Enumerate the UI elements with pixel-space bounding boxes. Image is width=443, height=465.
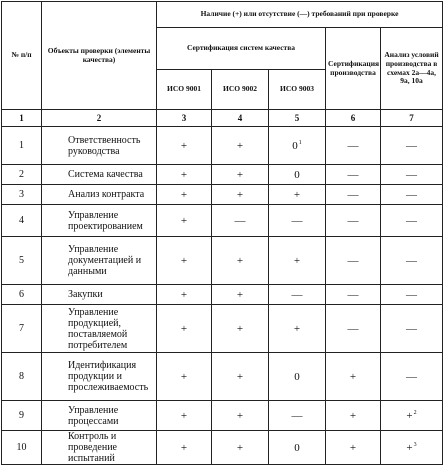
table-row bbox=[2, 305, 443, 353]
requirement-cell bbox=[212, 305, 269, 353]
requirement-mark: + bbox=[236, 370, 244, 383]
requirement-mark: + bbox=[236, 288, 244, 301]
requirement-cell bbox=[381, 237, 443, 285]
requirement-cell bbox=[381, 431, 443, 465]
row-object: Управление процессами bbox=[42, 401, 157, 431]
requirement-mark: — bbox=[406, 168, 418, 181]
footnote-mark: 1 bbox=[298, 139, 302, 146]
requirement-mark: — bbox=[406, 139, 418, 152]
requirement-mark: — bbox=[291, 409, 303, 422]
header-production-analysis: Анализ условий производства в схемах 2а—4а, 9а, 10а bbox=[381, 28, 443, 110]
requirement-cell bbox=[381, 285, 443, 305]
column-index: 5 bbox=[269, 110, 326, 127]
requirement-cell bbox=[326, 285, 381, 305]
requirement-mark: + bbox=[180, 370, 188, 383]
table-row bbox=[2, 237, 443, 285]
requirement-mark: + bbox=[180, 322, 188, 335]
requirement-mark: + bbox=[293, 322, 301, 335]
requirement-mark: + bbox=[180, 288, 188, 301]
requirement-mark: — bbox=[234, 214, 246, 227]
footnote-mark: 3 bbox=[413, 441, 417, 448]
requirement-cell bbox=[157, 237, 212, 285]
row-object: Ответственность руководства bbox=[42, 127, 157, 165]
column-index: 6 bbox=[326, 110, 381, 127]
requirement-cell bbox=[157, 205, 212, 237]
requirement-mark: + bbox=[236, 139, 244, 152]
requirement-cell bbox=[269, 237, 326, 285]
table-row bbox=[2, 431, 443, 465]
header-iso9003: ИСО 9003 bbox=[269, 70, 326, 110]
requirement-mark: — bbox=[291, 288, 303, 301]
row-object: Анализ контракта bbox=[42, 185, 157, 205]
requirement-mark: — bbox=[347, 214, 359, 227]
requirement-mark: 0 bbox=[294, 370, 300, 383]
requirement-mark: + bbox=[406, 441, 413, 454]
requirement-mark: + bbox=[180, 409, 188, 422]
requirement-mark: + bbox=[349, 409, 357, 422]
header-quality-systems: Сертификация систем качества bbox=[157, 28, 326, 70]
requirement-cell bbox=[269, 285, 326, 305]
requirements-table bbox=[1, 1, 443, 465]
requirement-mark: — bbox=[406, 214, 418, 227]
header-production-cert: Сертификация производства bbox=[326, 28, 381, 110]
requirement-mark: — bbox=[406, 370, 418, 383]
row-number: 2 bbox=[2, 165, 42, 185]
row-number: 4 bbox=[2, 205, 42, 237]
requirement-cell bbox=[326, 305, 381, 353]
requirement-mark: + bbox=[236, 322, 244, 335]
column-index: 4 bbox=[212, 110, 269, 127]
column-index: 2 bbox=[42, 110, 157, 127]
row-object: Идентификация продукции и прослеживаемость bbox=[42, 353, 157, 401]
requirement-mark: 0 bbox=[294, 441, 300, 454]
requirement-mark: + bbox=[180, 168, 188, 181]
row-object: Контроль и проведение испытаний bbox=[42, 431, 157, 465]
table-row bbox=[2, 353, 443, 401]
requirement-mark: + bbox=[406, 409, 413, 422]
row-number: 1 bbox=[2, 127, 42, 165]
requirement-mark: + bbox=[180, 214, 188, 227]
requirement-cell bbox=[269, 431, 326, 465]
requirement-cell bbox=[212, 353, 269, 401]
header-iso9002: ИСО 9002 bbox=[212, 70, 269, 110]
requirement-mark: — bbox=[347, 254, 359, 267]
requirement-mark: 0 bbox=[294, 168, 300, 181]
requirement-mark: + bbox=[236, 441, 244, 454]
requirement-mark: + bbox=[236, 168, 244, 181]
requirement-cell bbox=[269, 353, 326, 401]
requirement-cell bbox=[269, 305, 326, 353]
requirement-cell bbox=[269, 185, 326, 205]
requirement-cell bbox=[381, 353, 443, 401]
table-row bbox=[2, 205, 443, 237]
requirement-cell bbox=[212, 127, 269, 165]
table-body bbox=[2, 110, 443, 465]
column-index-row bbox=[2, 110, 443, 127]
header-iso9001: ИСО 9001 bbox=[157, 70, 212, 110]
header-requirements-group: Наличие (+) или отсутствие (—) требований при проверке bbox=[157, 2, 443, 28]
requirement-mark: — bbox=[406, 322, 418, 335]
footnote-mark: 2 bbox=[413, 409, 417, 416]
requirement-cell bbox=[381, 305, 443, 353]
requirement-mark: — bbox=[347, 168, 359, 181]
requirement-cell bbox=[212, 285, 269, 305]
requirement-mark: + bbox=[293, 254, 301, 267]
requirement-cell bbox=[157, 185, 212, 205]
requirement-mark: — bbox=[347, 288, 359, 301]
requirement-mark: — bbox=[291, 214, 303, 227]
column-index: 7 bbox=[381, 110, 443, 127]
requirement-mark: + bbox=[236, 409, 244, 422]
requirement-cell bbox=[326, 165, 381, 185]
row-number: 3 bbox=[2, 185, 42, 205]
requirement-mark: — bbox=[347, 139, 359, 152]
requirement-cell bbox=[381, 165, 443, 185]
requirement-cell bbox=[269, 205, 326, 237]
requirement-mark: — bbox=[406, 288, 418, 301]
row-number: 5 bbox=[2, 237, 42, 285]
row-number: 10 bbox=[2, 431, 42, 465]
requirement-cell bbox=[157, 165, 212, 185]
requirement-mark: + bbox=[349, 370, 357, 383]
row-object: Управление продукцией, поставляемой потребителем bbox=[42, 305, 157, 353]
requirement-mark: + bbox=[180, 188, 188, 201]
requirement-mark: + bbox=[236, 188, 244, 201]
requirement-cell bbox=[212, 165, 269, 185]
table-row bbox=[2, 285, 443, 305]
requirement-mark: — bbox=[347, 322, 359, 335]
requirement-cell bbox=[212, 237, 269, 285]
requirement-cell bbox=[326, 353, 381, 401]
requirement-mark: — bbox=[347, 188, 359, 201]
requirement-cell bbox=[269, 127, 326, 165]
requirement-mark: + bbox=[180, 441, 188, 454]
requirement-cell bbox=[269, 165, 326, 185]
table-row bbox=[2, 401, 443, 431]
requirement-cell bbox=[381, 185, 443, 205]
requirement-cell bbox=[157, 401, 212, 431]
requirement-cell bbox=[381, 401, 443, 431]
row-object: Управление проектированием bbox=[42, 205, 157, 237]
requirement-cell bbox=[326, 185, 381, 205]
requirement-mark: + bbox=[349, 441, 357, 454]
requirement-mark: + bbox=[293, 188, 301, 201]
requirement-mark: 0 bbox=[292, 139, 298, 152]
requirement-cell bbox=[212, 185, 269, 205]
requirement-cell bbox=[381, 127, 443, 165]
row-object: Закупки bbox=[42, 285, 157, 305]
requirement-mark: + bbox=[180, 139, 188, 152]
requirement-cell bbox=[326, 431, 381, 465]
table-row bbox=[2, 185, 443, 205]
table-row bbox=[2, 127, 443, 165]
requirement-cell bbox=[212, 205, 269, 237]
row-number: 7 bbox=[2, 305, 42, 353]
requirement-cell bbox=[326, 205, 381, 237]
requirement-cell bbox=[157, 431, 212, 465]
row-object: Управление документацией и данными bbox=[42, 237, 157, 285]
requirement-mark: + bbox=[236, 254, 244, 267]
requirement-mark: — bbox=[406, 188, 418, 201]
requirement-mark: + bbox=[180, 254, 188, 267]
row-object: Система качества bbox=[42, 165, 157, 185]
requirement-cell bbox=[157, 127, 212, 165]
requirement-cell bbox=[326, 127, 381, 165]
table-row bbox=[2, 165, 443, 185]
row-number: 8 bbox=[2, 353, 42, 401]
header-objects: Объекты проверки (элементы качества) bbox=[42, 2, 157, 110]
requirement-cell bbox=[212, 431, 269, 465]
row-number: 9 bbox=[2, 401, 42, 431]
row-number: 6 bbox=[2, 285, 42, 305]
requirement-cell bbox=[381, 205, 443, 237]
requirement-cell bbox=[157, 353, 212, 401]
requirement-cell bbox=[212, 401, 269, 431]
requirement-cell bbox=[326, 237, 381, 285]
requirement-mark: — bbox=[406, 254, 418, 267]
requirement-cell bbox=[157, 285, 212, 305]
column-index: 1 bbox=[2, 110, 42, 127]
column-index: 3 bbox=[157, 110, 212, 127]
header-number: № п/п bbox=[2, 2, 42, 110]
requirement-cell bbox=[326, 401, 381, 431]
requirement-cell bbox=[269, 401, 326, 431]
requirement-cell bbox=[157, 305, 212, 353]
